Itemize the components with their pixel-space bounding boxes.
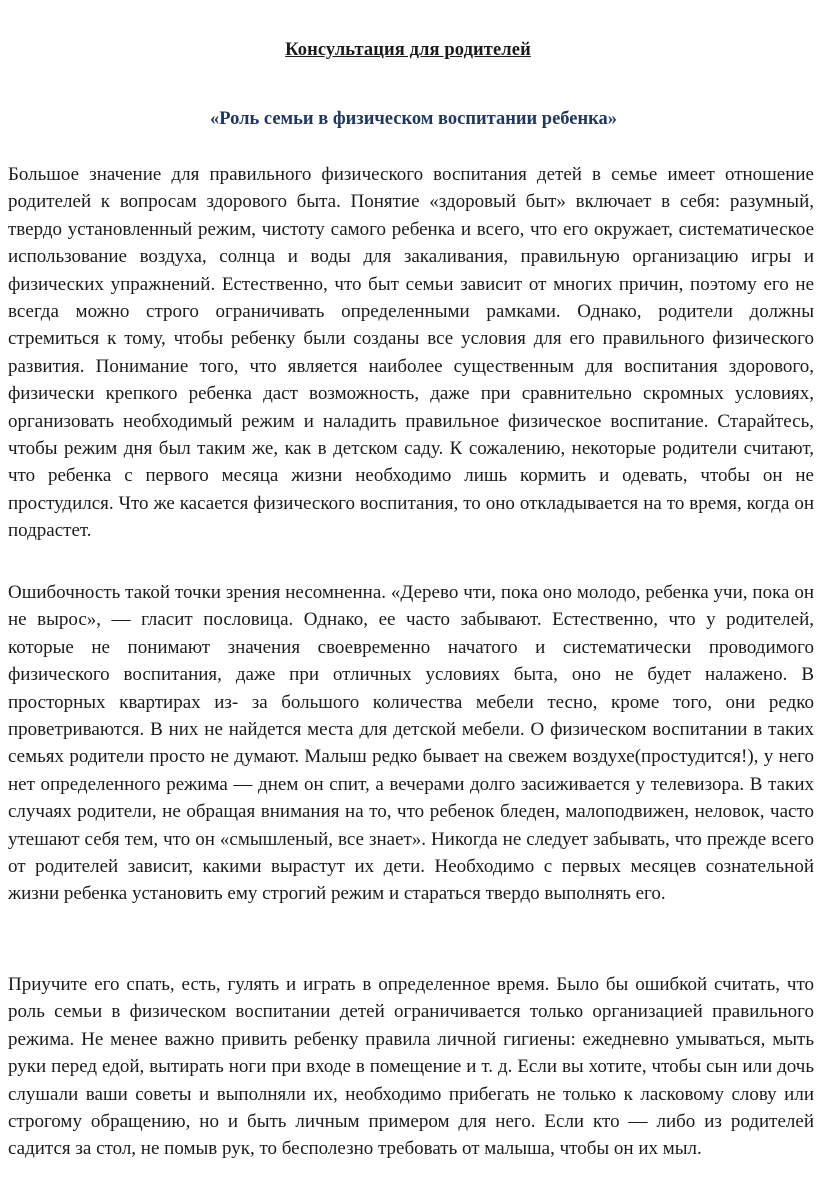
paragraph-1: Большое значение для правильного физического воспитания детей в семье имеет отношение родителей к вопросам здорового быта. Понятие «здоровый быт» включает в себя: разумный, твердо установленный режим, чистоту самого ребенка и всего, что его окружает, систематическое использование воздуха, солнца и воды для закаливания, правильную организацию игры и физических упражнений. Естественно, что быт семьи зависит от многих причин, поэтому его не всегда можно строго ограничивать определенными рамками. Однако, родители должны стремиться к тому, чтобы ребенку были созданы все условия для его правильного физического развития. Понимание того, что является наиболее существенным для воспитания здорового, физически крепкого ребенка даст возможность, даже при сравнительно скромных условиях, организовать необходимый режим и наладить правильное физическое воспитание. Старайтесь, чтобы режим дня был таким же, как в детском саду. К сожалению, некоторые родители считают, что ребенка с первого месяца жизни необходимо лишь кормить и одевать, чтобы он не простудился. Что же касается физического воспитания, то оно откладывается на то время, когда он подрастет. — [8, 164, 814, 542]
document-title: Консультация для родителей — [285, 40, 531, 60]
paragraph-2: Ошибочность такой точки зрения несомненна. «Дерево чти, пока оно молодо, ребенка учи, пока он не вырос», — гласит пословица. Однако, ее часто забывают. Естественно, что у родителей, которые не понимают значения своевременно начатого и систематически проводимого физического воспитания, даже при отличных условиях быта, оно не будет налажено. В просторных квартирах из- за большого количества мебели тесно, кроме того, они редко проветриваются. В них не найдется места для детской мебели. О физическом воспитании в таких семьях родители просто не думают. Малыш редко бывает на свежем воздухе(простудится!), у него нет определенного режима — днем он спит, а вечерами долго засиживается у телевизора. В таких случаях родители, не обращая внимания на то, что ребенок бледен, малоподвижен, неловок, часто утешают себя тем, что он «смышленый, все знает». Никогда не следует забывать, что прежде всего от родителей зависит, какими вырастут их дети. Необходимо с первых месяцев сознательной жизни ребенка установить ему строгий режим и стараться твердо выполнять его. — [8, 582, 814, 905]
document-subtitle: «Роль семьи в физическом воспитании ребенка» — [210, 109, 618, 129]
paragraph-3: Приучите его спать, есть, гулять и играть в определенное время. Было бы ошибкой считать, что роль семьи в физическом воспитании детей ограничивается только организацией правильного режима. Не менее важно привить ребенку правила личной гигиены: ежедневно умываться, мыть руки перед едой, вытирать ноги при входе в помещение и т. д. Если вы хотите, чтобы сын или дочь слушали ваши советы и выполняли их, необходимо прибегать не только к ласковому слову или строгому обращению, но и быть личным примером для него. Если кто — либо из родителей садится за стол, не помыв рук, то бесполезно требовать от малыша, чтобы он их мыл. — [8, 974, 814, 1160]
